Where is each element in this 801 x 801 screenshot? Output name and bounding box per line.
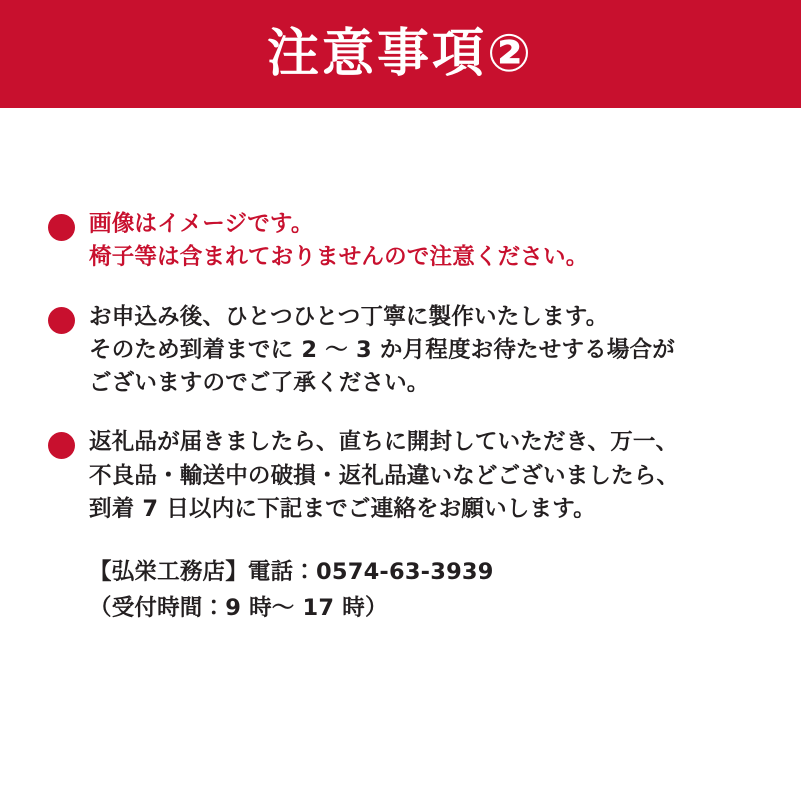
notice-item (48, 208, 753, 275)
notice-item (48, 301, 753, 401)
notice-item (48, 426, 753, 526)
notice-line: そのため到着までに 2 〜 3 か月程度お待たせする場合が (89, 336, 675, 363)
notice-content (0, 108, 801, 626)
bullet-dot-icon (48, 214, 75, 241)
notice-line: 画像はイメージです。 (89, 211, 314, 237)
notice-line: お申込み後、ひとつひとつ丁寧に製作いたします。 (89, 303, 609, 330)
notice-item-text (89, 301, 753, 401)
header-banner (0, 0, 801, 108)
notice-line: ございますのでご了承ください。 (89, 370, 430, 397)
notice-item-text (89, 208, 753, 275)
bullet-dot-icon (48, 432, 75, 459)
bullet-dot-icon (48, 307, 75, 334)
notice-line: 不良品・輸送中の破損・返礼品違いなどございましたら、 (89, 462, 680, 489)
notice-line: 到着 7 日以内に下記までご連絡をお願いします。 (89, 496, 596, 523)
contact-hours-line: （受付時間：9 時〜 17 時） (89, 595, 388, 622)
page-title: 注意事項② (266, 24, 535, 84)
contact-info (48, 554, 753, 626)
notice-line: 返礼品が届きましたら、直ちに開封していただき、万一、 (89, 429, 679, 456)
notice-line: 椅子等は含まれておりませんので注意ください。 (89, 244, 589, 271)
notice-item-text (89, 426, 753, 526)
contact-phone-line: 【弘栄工務店】電話：0574-63-3939 (89, 559, 494, 586)
